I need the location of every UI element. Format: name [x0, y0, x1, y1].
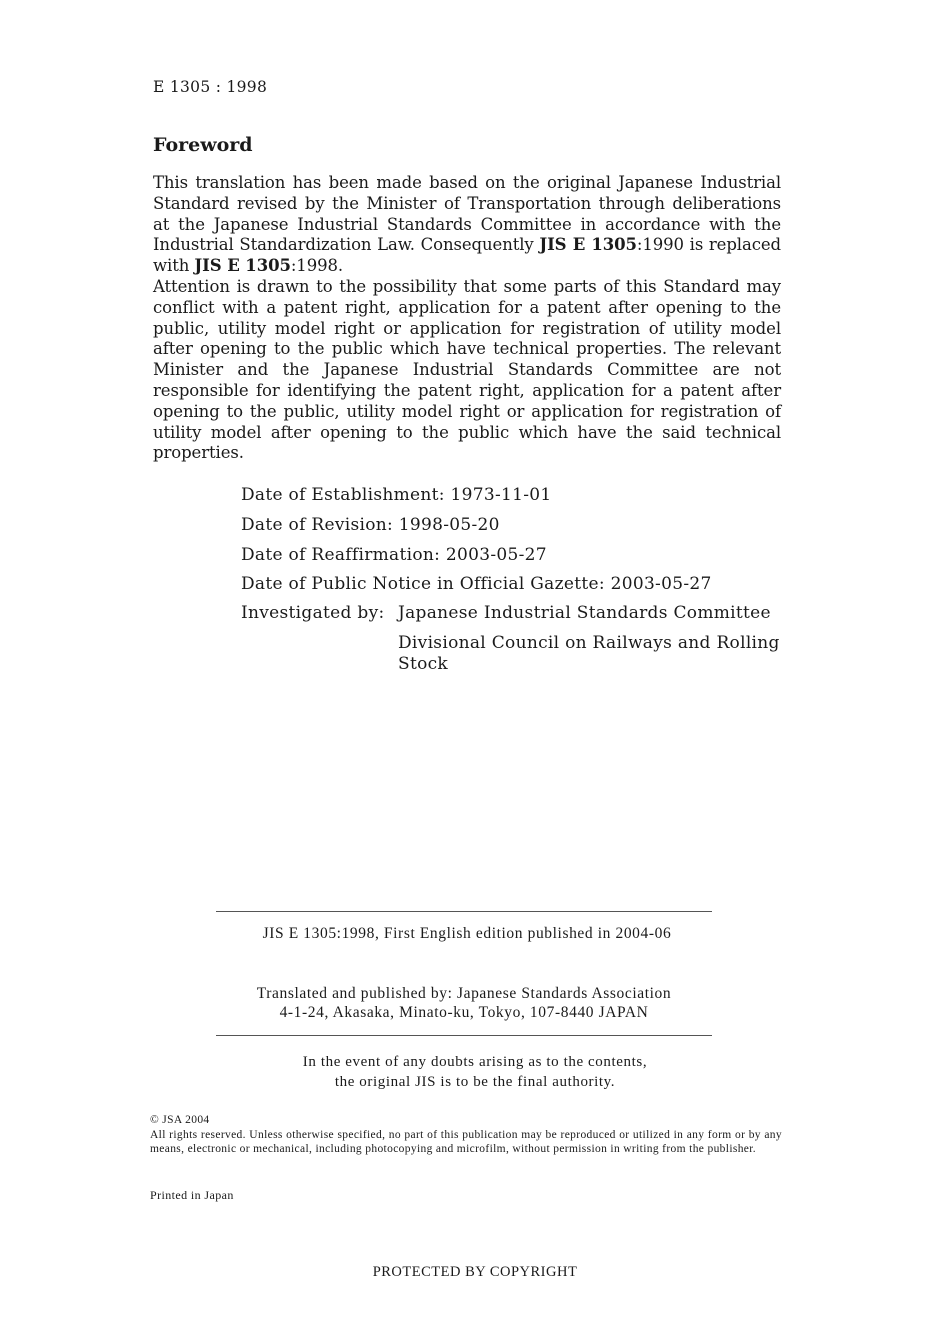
old-standard-id: JIS E 1305 — [539, 235, 637, 255]
investigated-value — [398, 603, 783, 675]
foreword-paragraph-2: Attention is drawn to the possibility that some parts of this Standard may conflict with a patent right, application for a patent after opening to the public, utility model right or application for registration of utility model after opening to the public which have technical properties. The relevant Minister and the Japanese Industrial Standards Committee are not responsible for identifying the patent right, application for a patent after opening to the public, utility model right or application for registration of utility model after opening to the public which have the said technical properties. — [153, 276, 781, 463]
new-standard-year: :1998. — [290, 256, 344, 276]
date-reaffirmation: Date of Reaffirmation: 2003-05-27 — [241, 544, 547, 565]
publisher-address: 4-1-24, Akasaka, Minato-ku, Tokyo, 107-8440 JAPAN — [279, 1004, 649, 1021]
copyright-rights: All rights reserved. Unless otherwise specified, no part of this publication may be reproduced or utilized in any form or by any means, electronic or mechanical, including photocopying and microfilm, without permission in writing from the publisher. — [150, 1128, 782, 1156]
translated-by: Translated and published by: Japanese Standards Association — [256, 985, 672, 1002]
foreword-body — [153, 173, 781, 464]
authority-line-2: the original JIS is to be the final authority. — [334, 1073, 616, 1090]
edition-text: JIS E 1305:1998, First English edition published in 2004-06 — [262, 925, 672, 942]
dates-block — [241, 484, 712, 603]
copyright-symbol-line: © JSA 2004 — [150, 1114, 210, 1126]
divider-top — [216, 911, 712, 912]
section-heading: Foreword — [153, 134, 253, 156]
paragraph-1-text: This translation has been made based on the original Japanese Industrial Standard revised by the Minister of Transportation through deliberations at the Japanese Industrial Standards Committee in accordance with the Industrial Standardization Law. Consequently — [153, 173, 781, 255]
printed-in: Printed in Japan — [150, 1188, 234, 1202]
copyright-block — [150, 1113, 782, 1157]
publisher-block — [0, 984, 950, 1022]
date-establishment: Date of Establishment: 1973-11-01 — [241, 485, 552, 505]
footer-protected: PROTECTED BY COPYRIGHT — [372, 1264, 578, 1280]
investigated-label: Investigated by: — [241, 603, 385, 623]
document-number: E 1305 : 1998 — [153, 78, 268, 96]
edition-line — [0, 925, 950, 943]
investigated-committee: Japanese Industrial Standards Committee — [398, 603, 771, 623]
date-public-notice: Date of Public Notice in Official Gazette: 2003-05-27 — [241, 574, 712, 595]
date-revision: Date of Revision: 1998-05-20 — [241, 514, 500, 535]
old-standard-year: :1990 is replaced with — [153, 235, 781, 276]
investigated-council: Divisional Council on Railways and Rolling Stock — [398, 633, 780, 674]
foreword-paragraph-1 — [153, 173, 781, 277]
new-standard-id: JIS E 1305 — [194, 256, 291, 276]
authority-line-1: In the event of any doubts arising as to the contents, — [302, 1054, 648, 1070]
divider-bottom — [216, 1035, 712, 1036]
authority-notice — [0, 1053, 950, 1092]
